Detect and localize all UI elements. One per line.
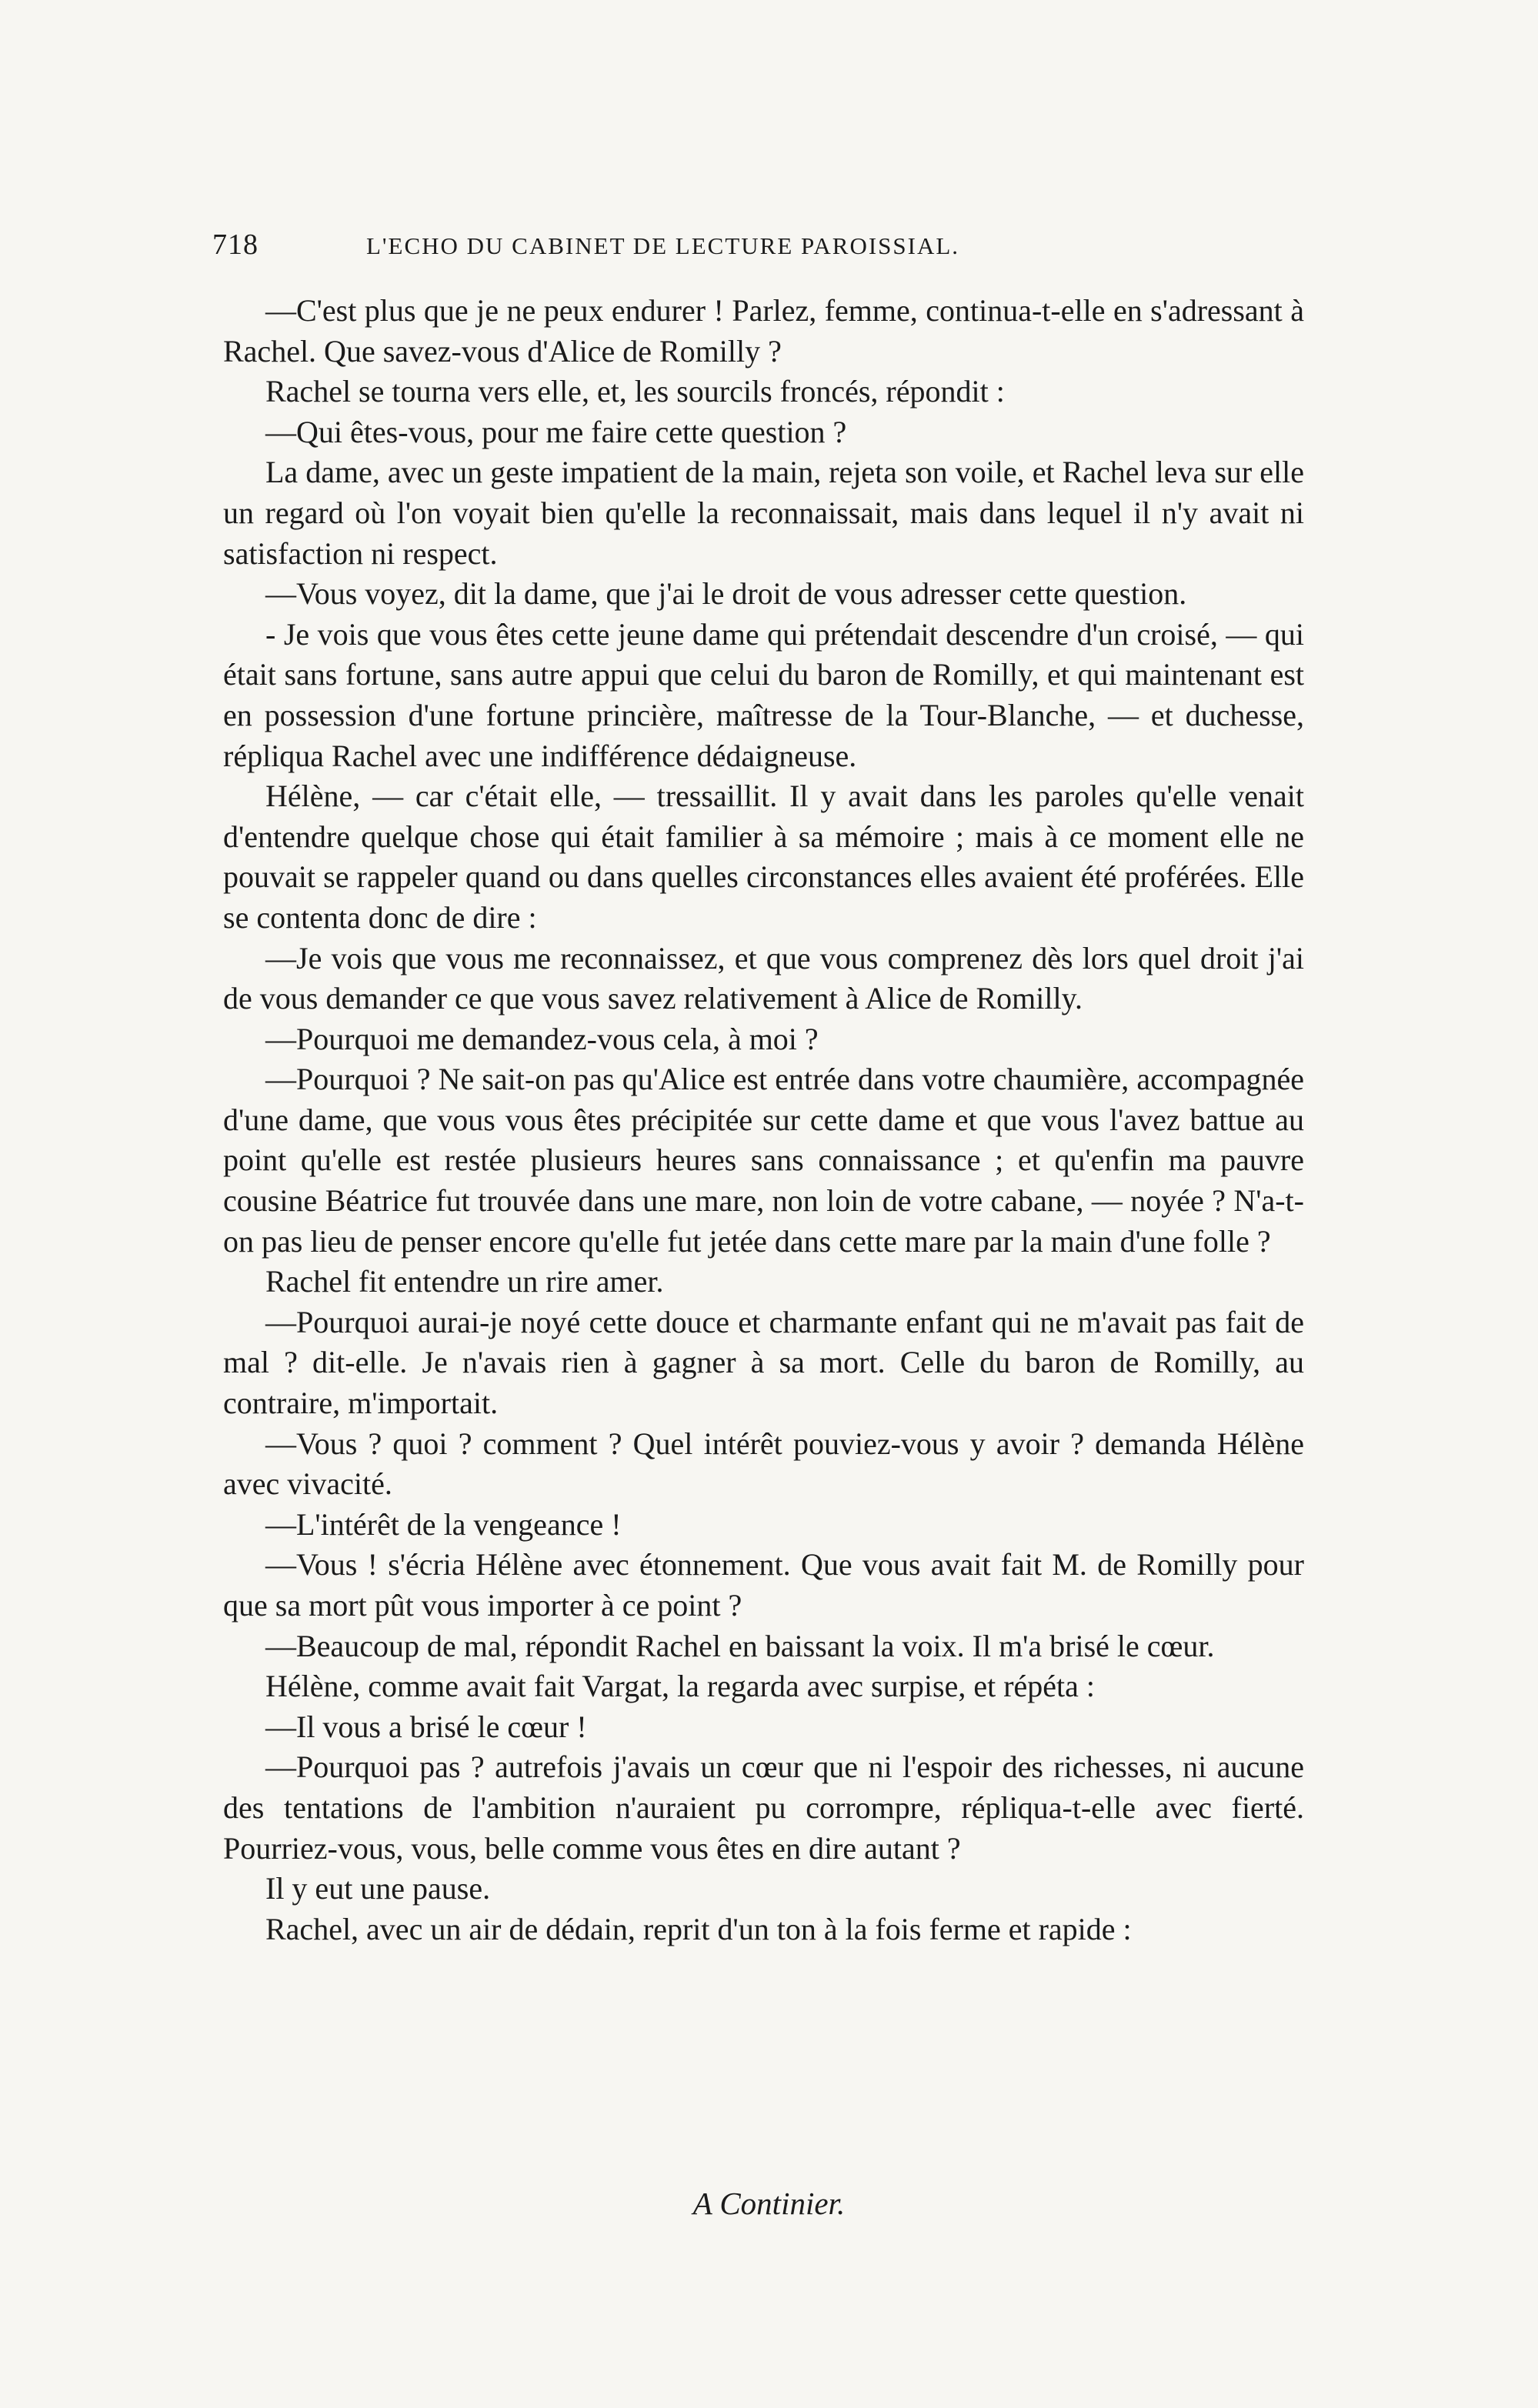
paragraph: —Pourquoi ? Ne sait-on pas qu'Alice est entrée dans votre chaumière, accompagnée d'une dame, que vous vous êtes précipitée sur cette dame et que vous l'avez battue au point qu'elle est restée plusieurs heures sans connaissance ; et qu'enfin ma pauvre cousine Béatrice fut trouvée dans une mare, non loin de votre cabane, — noyée ? N'a-t-on pas lieu de penser encore qu'elle fut jetée dans cette mare par la main d'une folle ? <box>223 1062 1304 1259</box>
paragraph: Rachel fit entendre un rire amer. <box>265 1264 664 1299</box>
paragraph: —Je vois que vous me reconnaissez, et que vous comprenez dès lors quel droit j'ai de vous demander ce que vous savez relativement à Alice de Romilly. <box>223 940 1304 1016</box>
paragraph: - Je vois que vous êtes cette jeune dame qui prétendait descendre d'un croisé, — qui était sans fortune, sans autre appui que celui du baron de Romilly, et qui maintenant est en possession d'une fortune princière, maîtresse de la Tour-Blanche, — et duchesse, répliqua Rachel avec une indifférence dédaigneuse. <box>223 616 1304 773</box>
paragraph: Hélène, — car c'était elle, — tressaillit. Il y avait dans les paroles qu'elle venait d'entendre quelque chose qui était familier à sa mémoire ; mais à ce moment elle ne pouvait se rappeler quand ou dans quelles circonstances elles avaient été proférées. Elle se contenta donc de dire : <box>223 779 1304 935</box>
paragraph: Rachel, avec un air de dédain, reprit d'un ton à la fois ferme et rapide : <box>265 1911 1132 1946</box>
paragraph: —L'intérêt de la vengeance ! <box>265 1506 622 1542</box>
paragraph: Rachel se tourna vers elle, et, les sourcils froncés, répondit : <box>265 374 1005 409</box>
paragraph: —Vous voyez, dit la dame, que j'ai le droit de vous adresser cette question. <box>265 576 1187 612</box>
paragraph: —Qui êtes-vous, pour me faire cette question ? <box>265 414 847 449</box>
paragraph: —Pourquoi aurai-je noyé cette douce et charmante enfant qui ne m'avait pas fait de mal ? dit-elle. Je n'avais rien à gagner à sa mort. Celle du baron de Romilly, au contraire, m'importait. <box>223 1304 1304 1421</box>
continuation-note: A Continier. <box>692 2186 846 2221</box>
paragraph: —Vous ? quoi ? comment ? Quel intérêt pouviez-vous y avoir ? demanda Hélène avec vivacité. <box>223 1426 1304 1502</box>
paragraph: —Pourquoi pas ? autrefois j'avais un cœur que ni l'espoir des richesses, ni aucune des tentations de l'ambition n'auraient pu corrompre, répliqua-t-elle avec fierté. Pourriez-vous, vous, belle comme vous êtes en dire autant ? <box>223 1749 1304 1866</box>
page-number: 718 <box>212 228 259 261</box>
article-body <box>223 291 1304 1949</box>
paragraph: Il y eut une pause. <box>265 1871 491 1906</box>
page-header <box>212 228 1313 274</box>
paragraph: —Beaucoup de mal, répondit Rachel en baissant la voix. Il m'a brisé le cœur. <box>265 1628 1215 1663</box>
running-title: L'ECHO DU CABINET DE LECTURE PAROISSIAL. <box>366 232 960 259</box>
paragraph: —Pourquoi me demandez-vous cela, à moi ? <box>265 1021 819 1056</box>
paragraph: —Il vous a brisé le cœur ! <box>265 1709 587 1744</box>
paragraph: —Vous ! s'écria Hélène avec étonnement. Que vous avait fait M. de Romilly pour que sa mort pût vous importer à ce point ? <box>223 1547 1304 1623</box>
paragraph: —C'est plus que je ne peux endurer ! Parlez, femme, continua-t-elle en s'adressant à Rachel. Que savez-vous d'Alice de Romilly ? <box>223 293 1304 369</box>
paragraph: Hélène, comme avait fait Vargat, la regarda avec surpise, et répéta : <box>265 1669 1096 1704</box>
paragraph: La dame, avec un geste impatient de la main, rejeta son voile, et Rachel leva sur elle un regard où l'on voyait bien qu'elle la reconnaissait, mais dans lequel il n'y avait ni satisfaction ni respect. <box>223 455 1304 571</box>
